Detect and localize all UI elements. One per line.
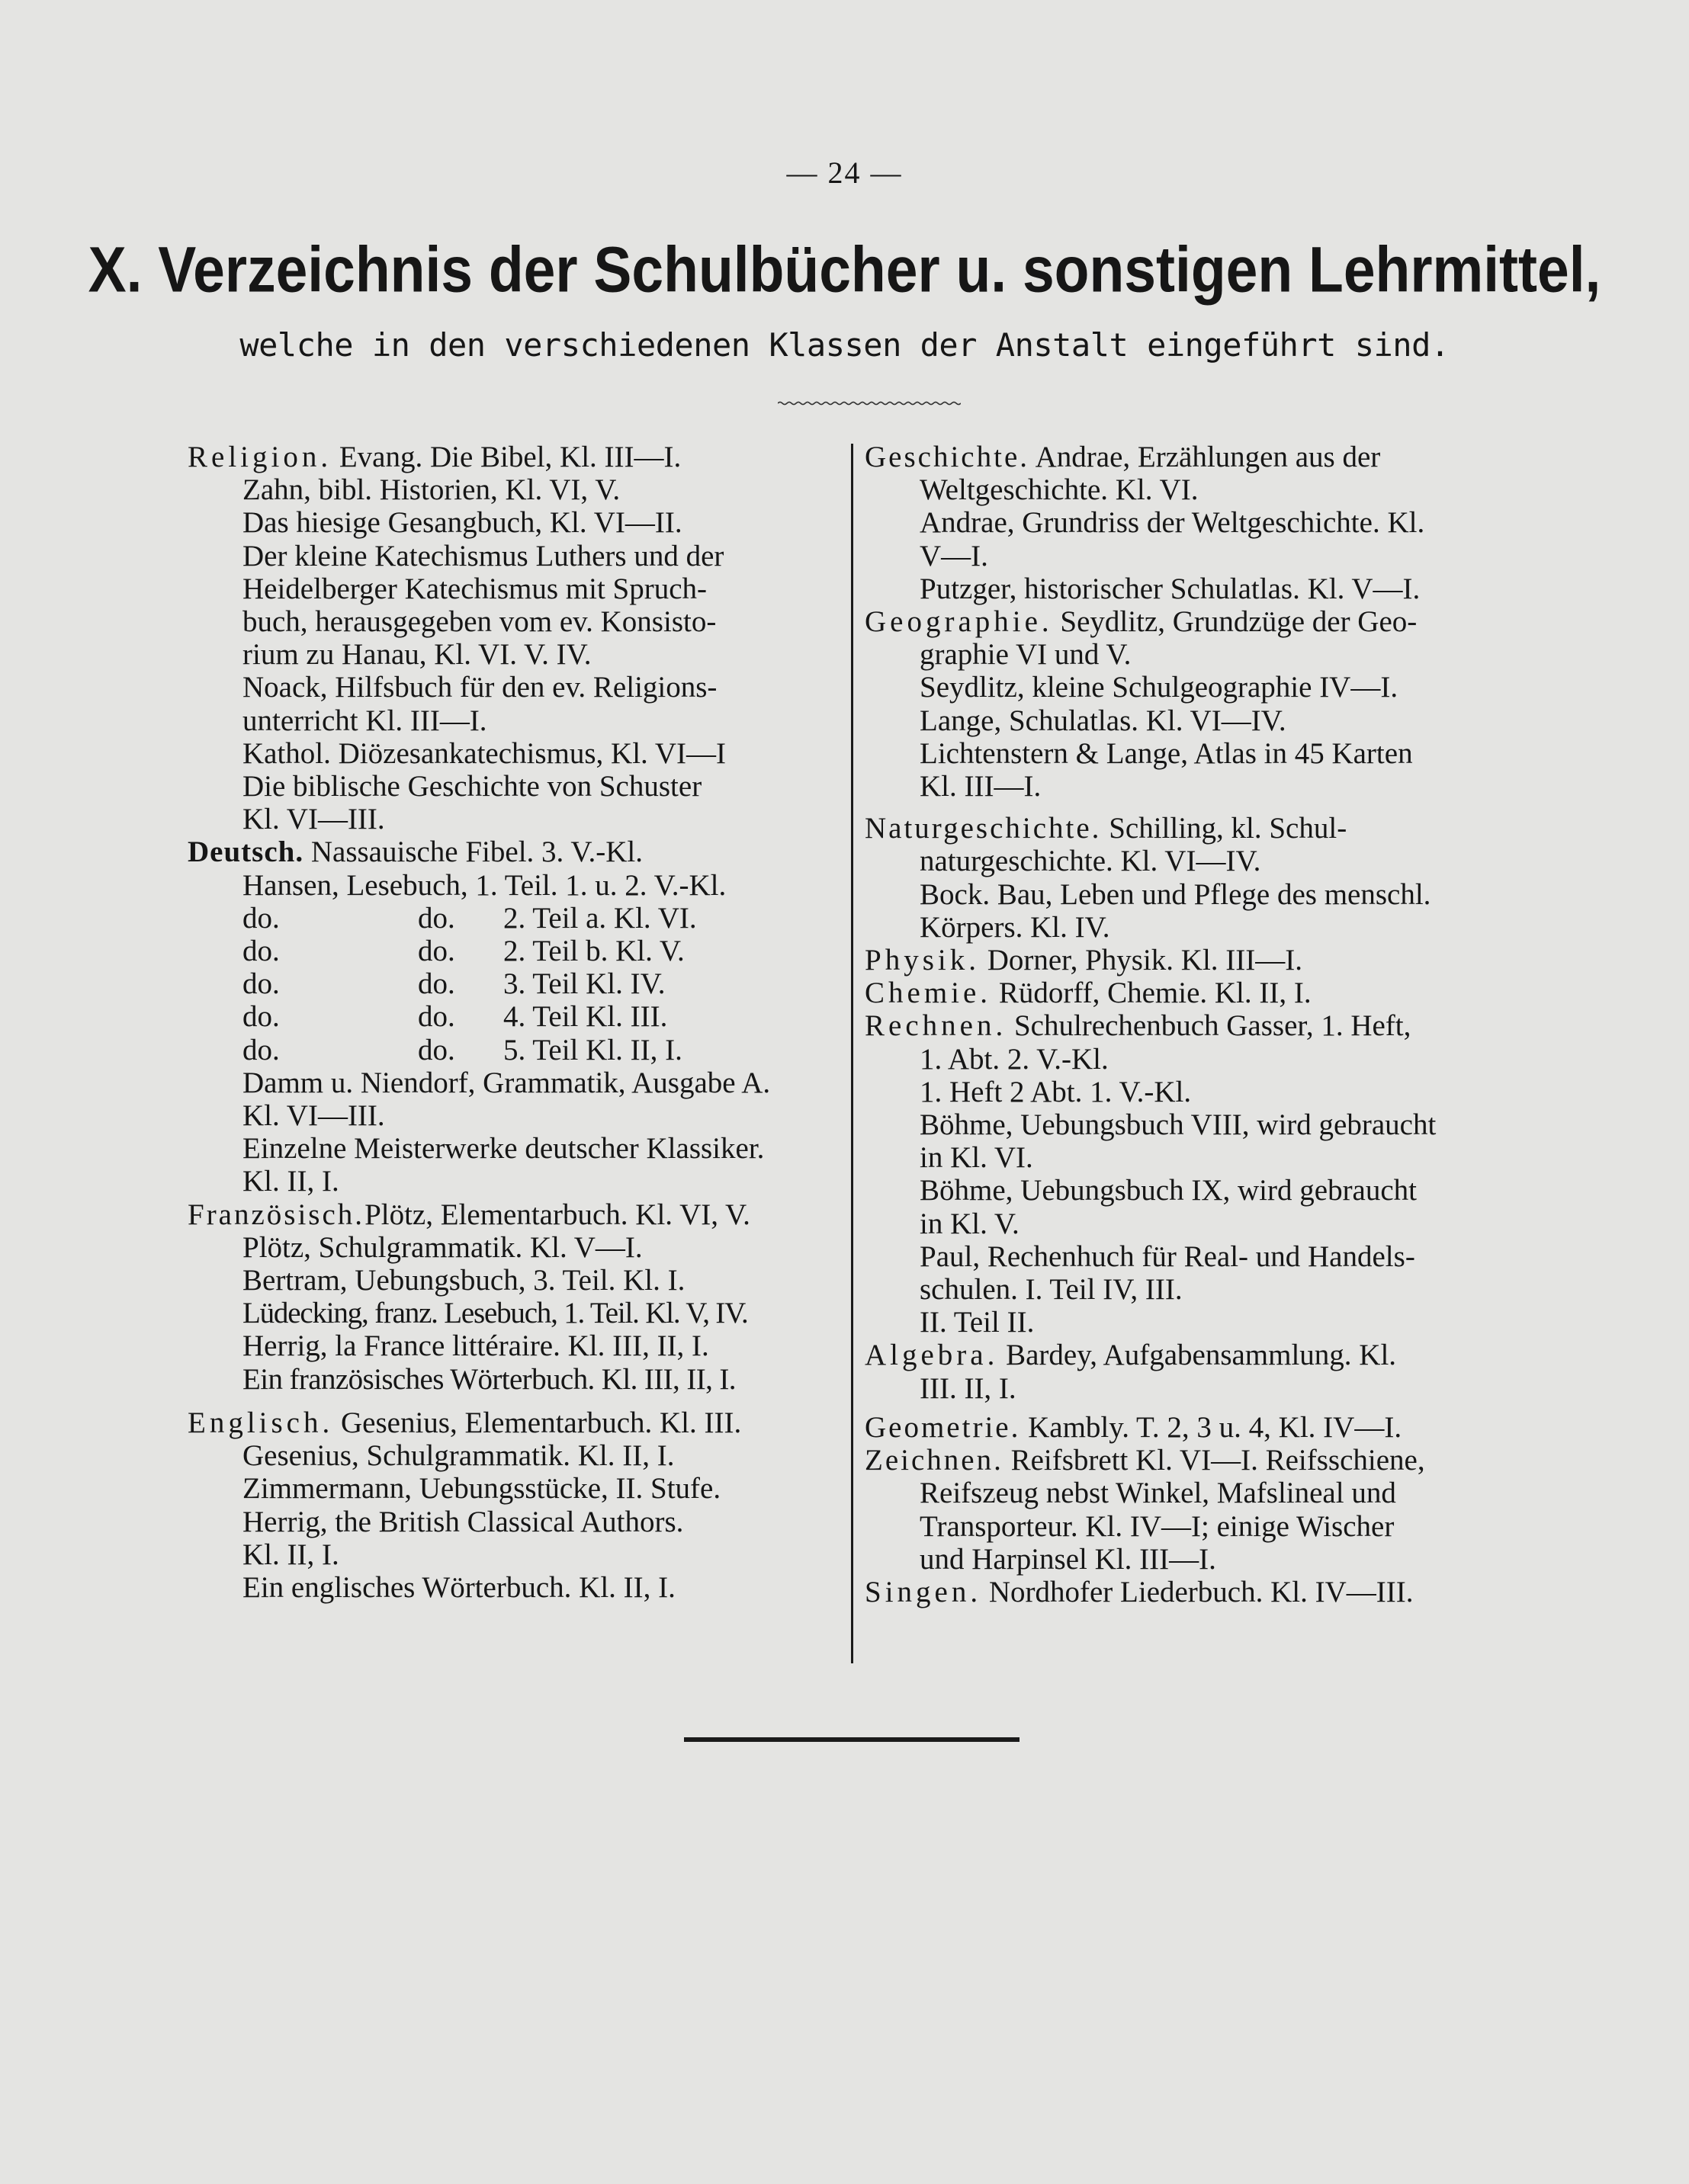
geschichte-heading: Geschichte. (865, 441, 1030, 473)
page-subtitle: welche in den verschiedenen Klassen der Anstalt eingeführt sind. (239, 326, 1450, 364)
singen-heading: Singen. (865, 1575, 982, 1608)
section-zeichnen (865, 1444, 1533, 1576)
rechnen-line: in Kl. VI. (920, 1141, 1033, 1175)
naturgeschichte-line: Körpers. Kl. IV. (920, 910, 1110, 944)
naturgeschichte-first-line: Naturgeschichte. Schilling, kl. Schul- (865, 812, 1347, 845)
section-rechnen (865, 1009, 1533, 1339)
chemie-line: Chemie. Rüdorff, Chemie. Kl. II, I. (865, 977, 1312, 1010)
algebra-first-line: Algebra. Bardey, Aufgabensammlung. Kl. (865, 1339, 1397, 1372)
deutsch-line: Kl. VI—III. (242, 1099, 385, 1133)
page-number: — 24 — (786, 156, 903, 190)
religion-line: Das hiesige Gesangbuch, Kl. VI—II. (242, 506, 682, 540)
singen-line: Singen. Nordhofer Liederbuch. Kl. IV—III. (865, 1575, 1414, 1608)
section-singen (865, 1576, 1533, 1608)
section-deutsch (188, 835, 927, 1198)
zeichnen-first-line: Zeichnen. Reifsbrett Kl. VI—I. Reifsschiene, (865, 1444, 1425, 1477)
religion-first-line: Religion. Evang. Die Bibel, Kl. III—I. (188, 441, 682, 473)
rechnen-first-line: Rechnen. Schulrechenbuch Gasser, 1. Heft, (865, 1009, 1411, 1043)
naturgeschichte-line: naturgeschichte. Kl. VI—IV. (920, 845, 1261, 878)
franzoesisch-line: Bertram, Uebungsbuch, 3. Teil. Kl. I. (242, 1264, 686, 1297)
geographie-line: Lichtenstern & Lange, Atlas in 45 Karten (920, 736, 1413, 770)
geographie-line: graphie VI und V. (920, 638, 1132, 672)
deutsch-line: Hansen, Lesebuch, 1. Teil. 1. u. 2. V.-Kl. (242, 868, 727, 902)
chemie-heading: Chemie. (865, 977, 992, 1010)
deutsch-heading: Deutsch. (188, 835, 304, 869)
rechnen-line: 1. Heft 2 Abt. 1. V.-Kl. (920, 1075, 1192, 1108)
englisch-heading: Englisch. (188, 1406, 334, 1439)
algebra-heading: Algebra. (865, 1339, 999, 1372)
englisch-line: Zimmermann, Uebungsstücke, II. Stufe. (242, 1472, 721, 1506)
religion-line: Die biblische Geschichte von Schuster (242, 770, 702, 803)
englisch-line: Ein englisches Wörterbuch. Kl. II, I. (242, 1570, 676, 1604)
rechnen-line: Böhme, Uebungsbuch VIII, wird gebraucht (920, 1108, 1437, 1142)
page-title: X. Verzeichnis der Schulbücher u. sonstigen Lehrmittel, (88, 233, 1601, 306)
naturgeschichte-heading: Naturgeschichte. (865, 812, 1102, 845)
zeichnen-line: Transporteur. Kl. IV—I; einige Wischer (920, 1509, 1395, 1543)
geographie-heading: Geographie. (865, 605, 1053, 639)
deutsch-line: Damm u. Niendorf, Grammatik, Ausgabe A. (242, 1066, 771, 1099)
franzoesisch-line: Plötz, Schulgrammatik. Kl. V—I. (242, 1230, 643, 1264)
section-chemie (865, 977, 1533, 1009)
geschichte-line: Weltgeschichte. Kl. VI. (920, 473, 1199, 507)
section-geometrie (865, 1411, 1533, 1444)
section-physik (865, 944, 1533, 977)
section-geographie (865, 605, 1533, 803)
section-franzoesisch (188, 1198, 927, 1396)
zeichnen-heading: Zeichnen. (865, 1444, 1003, 1477)
deutsch-first-line: Deutsch. Nassauische Fibel. 3. V.-Kl. (188, 835, 643, 869)
franzoesisch-first-line: Französisch.Plötz, Elementarbuch. Kl. VI, V. (188, 1198, 750, 1231)
religion-heading: Religion. (188, 441, 332, 473)
geographie-line: Seydlitz, kleine Schulgeographie IV—I. (920, 671, 1398, 704)
geometrie-line: Geometrie. Kambly. T. 2, 3 u. 4, Kl. IV—I. (865, 1410, 1402, 1444)
englisch-first-line: Englisch. Gesenius, Elementarbuch. Kl. III. (188, 1406, 742, 1439)
deutsch-do-row: do. do. 2. Teil b. Kl. V. (242, 935, 685, 968)
closing-rule (684, 1737, 1020, 1742)
religion-line: Heidelberger Katechismus mit Spruch- (242, 572, 708, 605)
geographie-line: Kl. III—I. (920, 770, 1042, 803)
naturgeschichte-line: Bock. Bau, Leben und Pflege des menschl. (920, 877, 1431, 911)
religion-line: buch, herausgegeben vom ev. Konsisto- (242, 605, 717, 639)
religion-line: Noack, Hilfsbuch für den ev. Religions- (242, 671, 718, 704)
geschichte-first-line: Geschichte. Andrae, Erzählungen aus der (865, 441, 1381, 473)
religion-line: Kathol. Diözesankatechismus, Kl. VI—I (242, 736, 726, 770)
religion-line: Zahn, bibl. Historien, Kl. VI, V. (242, 473, 621, 507)
physik-line: Physik. Dorner, Physik. Kl. III—I. (865, 944, 1302, 977)
section-algebra (865, 1339, 1533, 1404)
geometrie-heading: Geometrie. (865, 1410, 1021, 1444)
englisch-line: Kl. II, I. (242, 1538, 339, 1571)
franzoesisch-heading: Französisch. (188, 1198, 365, 1231)
franzoesisch-line: Herrig, la France littéraire. Kl. III, II, I. (242, 1329, 709, 1363)
religion-line: Der kleine Katechismus Luthers und der (242, 539, 724, 572)
section-religion (188, 441, 927, 835)
zeichnen-line: und Harpinsel Kl. III—I. (920, 1542, 1216, 1576)
deutsch-line: Einzelne Meisterwerke deutscher Klassiker. (242, 1132, 765, 1166)
rechnen-line: Paul, Rechenhuch für Real- und Handels- (920, 1240, 1415, 1273)
rechnen-heading: Rechnen. (865, 1009, 1007, 1043)
geschichte-line: Andrae, Grundriss der Weltgeschichte. Kl. (920, 506, 1425, 540)
section-geschichte (865, 441, 1533, 605)
geschichte-line: V—I. (920, 539, 988, 572)
religion-line: rium zu Hanau, Kl. VI. V. IV. (242, 638, 592, 672)
ornamental-rule (778, 400, 961, 406)
deutsch-do-row: do. do. 4. Teil Kl. III. (242, 1000, 668, 1034)
religion-line: unterricht Kl. III—I. (242, 704, 487, 737)
franzoesisch-line: Ein französisches Wörterbuch. Kl. III, II, I. (242, 1362, 736, 1396)
deutsch-do-row: do. do. 2. Teil a. Kl. VI. (242, 901, 697, 935)
section-englisch (188, 1406, 927, 1604)
franzoesisch-line: Lüdecking, franz. Lesebuch, 1. Teil. Kl. V, IV. (242, 1297, 748, 1330)
englisch-line: Herrig, the British Classical Authors. (242, 1505, 684, 1538)
algebra-line: III. II, I. (920, 1371, 1016, 1405)
deutsch-do-row: do. do. 5. Teil Kl. II, I. (242, 1033, 682, 1066)
deutsch-line: Kl. II, I. (242, 1165, 339, 1198)
physik-heading: Physik. (865, 944, 980, 977)
geographie-line: Lange, Schulatlas. Kl. VI—IV. (920, 704, 1286, 737)
geographie-first-line: Geographie. Seydlitz, Grundzüge der Geo- (865, 605, 1418, 639)
religion-line: Kl. VI—III. (242, 803, 385, 836)
rechnen-line: 1. Abt. 2. V.-Kl. (920, 1042, 1109, 1076)
englisch-line: Gesenius, Schulgrammatik. Kl. II, I. (242, 1439, 675, 1473)
right-column (865, 441, 1533, 1608)
deutsch-do-row: do. do. 3. Teil Kl. IV. (242, 967, 666, 1001)
rechnen-line: Böhme, Uebungsbuch IX, wird gebraucht (920, 1174, 1418, 1207)
rechnen-line: schulen. I. Teil IV, III. (920, 1273, 1183, 1307)
rechnen-line: II. Teil II. (920, 1306, 1035, 1339)
geschichte-line: Putzger, historischer Schulatlas. Kl. V—I. (920, 572, 1421, 605)
section-naturgeschichte (865, 812, 1533, 944)
zeichnen-line: Reifszeug nebst Winkel, Mafslineal und (920, 1477, 1396, 1510)
left-column (188, 441, 927, 1604)
rechnen-line: in Kl. V. (920, 1207, 1020, 1240)
